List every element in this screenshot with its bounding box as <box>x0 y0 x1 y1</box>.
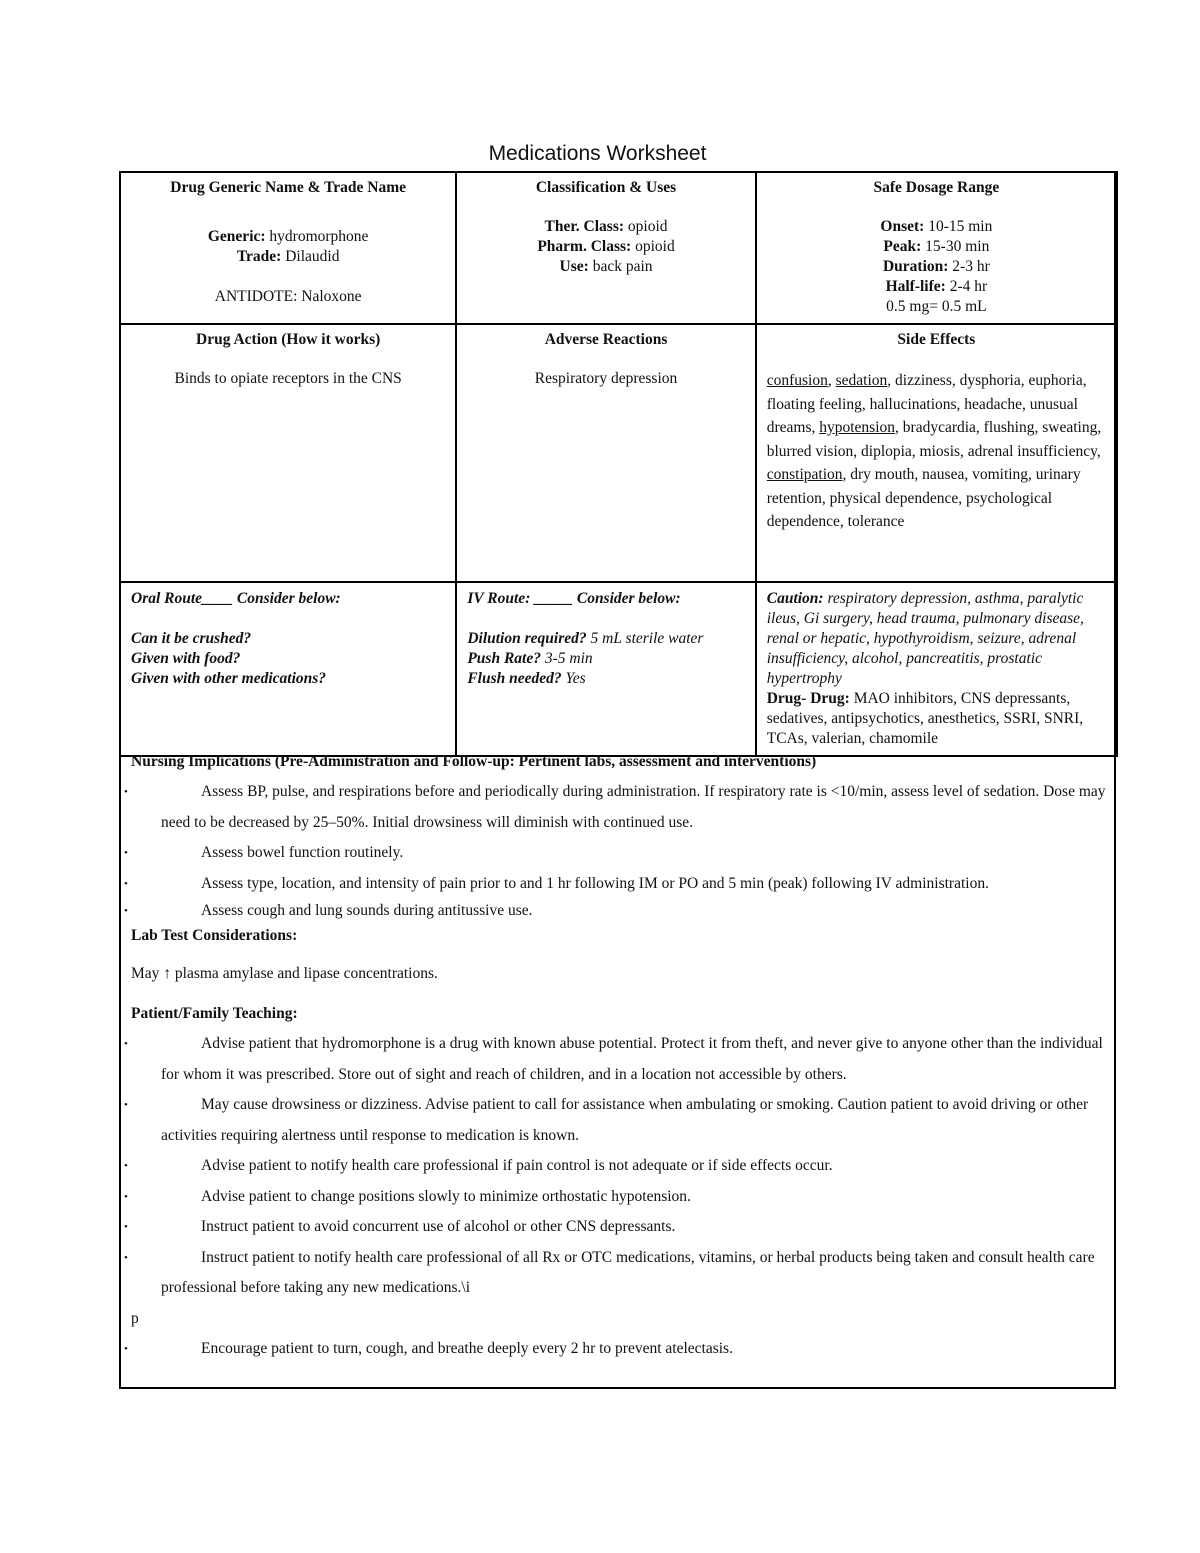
teaching-header: Patient/Family Teaching: <box>131 1005 298 1022</box>
list-item <box>121 1182 1111 1213</box>
drug-drug-text <box>767 689 1106 749</box>
list-item <box>121 1090 1111 1151</box>
onset-line <box>767 217 1106 237</box>
flush-line <box>467 669 744 689</box>
trade-line <box>131 247 445 267</box>
oral-route-cell <box>120 582 456 756</box>
lab-text: May ↑ plasma amylase and lipase concentrations. <box>131 965 438 982</box>
bullet-icon: • <box>124 1221 128 1233</box>
ther-class-label: Ther. Class: <box>544 218 625 235</box>
list-item <box>121 1334 1111 1365</box>
list-item <box>121 1243 1111 1304</box>
peak-label: Peak: <box>883 238 922 255</box>
side-effects-sep: , <box>827 372 836 389</box>
table-row <box>120 582 1117 756</box>
bullet-icon: • <box>124 1099 128 1111</box>
drug-action-cell <box>120 324 456 582</box>
lab-header: Lab Test Considerations: <box>131 927 298 944</box>
flush-label: Flush needed? <box>467 670 562 687</box>
drug-name-header: Drug Generic Name & Trade Name <box>170 179 407 196</box>
classification-header: Classification & Uses <box>535 179 677 196</box>
drug-name-cell <box>120 172 456 324</box>
page-title: Medications Worksheet <box>488 142 707 165</box>
list-item-text: May cause drowsiness or dizziness. Advise patient to call for assistance when ambulating or smoking. Caution patient to avoid driving or other activities requiring alertness until response to medication is known. <box>161 1096 1089 1144</box>
trade-value: Dilaudid <box>281 248 340 265</box>
list-item-text: Encourage patient to turn, cough, and breathe deeply every 2 hr to prevent atelectasis. <box>201 1339 733 1357</box>
stray-text: p <box>131 1309 139 1327</box>
iv-route-cell <box>456 582 755 756</box>
list-item-text: Assess cough and lung sounds during antitussive use. <box>201 902 533 919</box>
adverse-reactions-cell <box>456 324 755 582</box>
nursing-header: Nursing Implications (Pre-Administration and Follow-up: Pertinent labs, assessment and interventions) <box>131 753 817 770</box>
list-item-text: Advise patient to notify health care professional if pain control is not adequate or if side effects occur. <box>201 1157 833 1174</box>
adverse-reactions-header: Adverse Reactions <box>544 331 668 348</box>
list-item <box>121 777 1111 838</box>
adverse-reactions-text: Respiratory depression <box>534 370 678 387</box>
bullet-icon: • <box>124 1160 128 1172</box>
push-rate-value: 3-5 min <box>540 650 593 667</box>
drug-action-header: Drug Action (How it works) <box>196 331 381 348</box>
drug-drug-value: MAO inhibitors, CNS depressants, sedatives, antipsychotics, anesthetics, SSRI, SNRI, TCAs, valerian, chamomile <box>766 690 1084 747</box>
list-item-text: Advise patient to change positions slowly to minimize orthostatic hypotension. <box>201 1187 691 1205</box>
antidote: ANTIDOTE: Naloxone <box>214 288 362 305</box>
ther-class-value: opioid <box>624 218 668 235</box>
list-item-text: Advise patient that hydromorphone is a drug with known abuse potential. Protect it from theft, and never give to anyone other than the individual for whom it was prescribed. Store out of sight and reach of children, and in a location not accessible by others. <box>161 1035 1103 1083</box>
ther-class-line <box>467 217 744 237</box>
side-effect-hypotension: hypotension <box>819 419 896 436</box>
duration-value: 2-3 hr <box>948 258 990 275</box>
pharm-class-label: Pharm. Class: <box>537 238 632 255</box>
duration-line <box>767 257 1106 277</box>
bullet-icon: • <box>124 1038 128 1050</box>
caution-text <box>767 589 1106 689</box>
onset-label: Onset: <box>880 218 925 235</box>
other-meds-question: Given with other medications? <box>131 670 327 687</box>
side-effects-text <box>767 369 1106 534</box>
generic-label: Generic: <box>207 228 266 245</box>
push-rate-line <box>467 649 744 669</box>
iv-route-line: IV Route: _____ Consider below: <box>467 590 681 607</box>
bullet-icon: • <box>124 1342 128 1355</box>
use-label: Use: <box>559 258 589 275</box>
push-rate-label: Push Rate? <box>467 650 541 667</box>
list-item <box>121 899 1111 923</box>
table-row <box>120 172 1117 324</box>
peak-value: 15-30 min <box>921 238 990 255</box>
side-effects-list-1: , dizziness, dysphoria, euphoria, floating feeling, hallucinations, headache, unusual dreams, <box>766 372 1087 436</box>
nursing-implications-section <box>121 747 1111 1364</box>
halflife-value: 2-4 hr <box>945 278 988 295</box>
side-effects-list-3: , dry mouth, nausea, vomiting, urinary retention, physical dependence, psychological dependence, tolerance <box>766 466 1081 530</box>
bullet-icon: • <box>124 877 128 890</box>
list-item-text: Instruct patient to notify health care professional of all Rx or OTC medications, vitamins, or herbal products being taken and consult health care professional before taking any new medications.\i <box>161 1248 1095 1296</box>
list-item <box>121 1212 1111 1243</box>
onset-value: 10-15 min <box>924 218 993 235</box>
table-row <box>120 324 1117 582</box>
list-item <box>121 838 1111 869</box>
side-effects-cell <box>756 324 1117 582</box>
halflife-label: Half-life: <box>885 278 946 295</box>
side-effect-sedation: sedation <box>835 372 888 389</box>
conversion: 0.5 mg= 0.5 mL <box>886 298 987 315</box>
generic-line <box>131 227 445 247</box>
generic-value: hydromorphone <box>265 228 369 245</box>
dilution-line <box>467 629 744 649</box>
drug-drug-label: Drug- Drug: <box>766 690 850 707</box>
side-effect-constipation: constipation <box>766 466 843 483</box>
pharm-class-value: opioid <box>631 238 675 255</box>
crush-question: Can it be crushed? <box>131 630 252 647</box>
dosage-cell <box>756 172 1117 324</box>
bullet-icon: • <box>124 1251 128 1264</box>
list-item <box>121 869 1111 900</box>
list-item-text: Assess bowel function routinely. <box>201 844 404 861</box>
caution-cell <box>756 582 1117 756</box>
dilution-label: Dilution required? <box>467 630 587 647</box>
list-item-text: Instruct patient to avoid concurrent use of alcohol or other CNS depressants. <box>201 1218 676 1235</box>
drug-action-text: Binds to opiate receptors in the CNS <box>174 370 402 387</box>
oral-route-line: Oral Route____ Consider below: <box>131 590 341 607</box>
caution-value: respiratory depression, asthma, paralytic ileus, Gi surgery, head trauma, pulmonary disease, renal or hepatic, hypothyroidism, seizure, adrenal insufficiency, alcohol, pancreatitis, prostatic hypertrophy <box>766 590 1084 687</box>
peak-line <box>767 237 1106 257</box>
side-effects-list-2: , bradycardia, flushing, sweating, blurred vision, diplopia, miosis, adrenal insufficiency, <box>766 419 1102 460</box>
list-item-text: Assess BP, pulse, and respirations before and periodically during administration. If respiratory rate is <10/min, assess level of sedation. Dose may need to be decreased by 25–50%. Initial drowsiness will diminish with continued use. <box>161 783 1106 831</box>
duration-label: Duration: <box>882 258 949 275</box>
side-effect-confusion: confusion <box>766 372 828 389</box>
dilution-value: 5 mL sterile water <box>586 630 704 647</box>
pharm-class-line <box>467 237 744 257</box>
side-effects-header: Side Effects <box>897 331 976 348</box>
use-value: back pain <box>588 258 653 275</box>
bullet-icon: • <box>124 1190 128 1203</box>
food-question: Given with food? <box>131 650 241 667</box>
list-item <box>121 1029 1111 1090</box>
trade-label: Trade: <box>236 248 282 265</box>
bullet-icon: • <box>124 786 128 798</box>
caution-label: Caution: <box>766 590 824 607</box>
halflife-line <box>767 277 1106 297</box>
bullet-icon: • <box>124 905 128 917</box>
use-line <box>467 257 744 277</box>
classification-cell <box>456 172 755 324</box>
list-item <box>121 1151 1111 1182</box>
bullet-icon: • <box>124 847 128 859</box>
flush-value: Yes <box>561 670 586 687</box>
medication-table <box>119 171 1118 757</box>
list-item-text: Assess type, location, and intensity of pain prior to and 1 hr following IM or PO and 5 min (peak) following IV administration. <box>201 874 989 892</box>
dosage-header: Safe Dosage Range <box>873 179 1000 196</box>
